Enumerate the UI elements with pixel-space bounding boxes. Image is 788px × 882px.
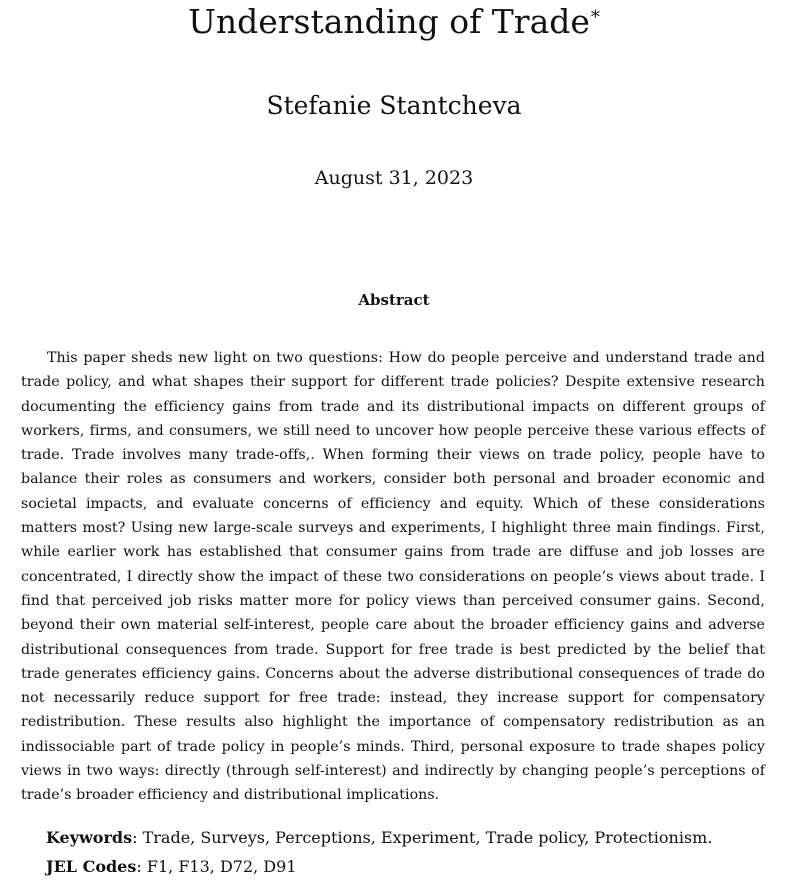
jel-codes-label: JEL Codes [46, 857, 137, 876]
jel-codes-value: F1, F13, D72, D91 [146, 857, 297, 876]
title-footnote-mark[interactable]: * [590, 7, 600, 28]
paper-title [0, 0, 788, 46]
jel-codes-line [46, 855, 297, 879]
abstract-heading: Abstract [358, 291, 430, 309]
publication-date: August 31, 2023 [314, 167, 474, 189]
keywords-separator: : [132, 828, 138, 847]
paper-title-text: Understanding of Trade [188, 2, 590, 41]
keywords-value: Trade, Surveys, Perceptions, Experiment, Trade policy, Protectionism. [142, 828, 713, 847]
author-name: Stefanie Stantcheva [266, 91, 522, 120]
abstract-body: This paper sheds new light on two questions: How do people perceive and understand trade and trade policy, and what shapes their support for different trade policies? Despite extensive research documenting the efficiency gains from trade and its distributional impacts on different groups of workers, firms, and consumers, we still need to uncover how people perceive these various effects of trade. Trade involves many trade-offs,. When forming their views on trade policy, people have to balance their roles as consumers and workers, consider both personal and broader economic and societal impacts, and evaluate concerns of efficiency and equity. Which of these considerations matters most? Using new large-scale surveys and experiments, I highlight three main findings. First, while earlier work has established that consumer gains from trade are diffuse and job losses are concentrated, I directly show the impact of these two considerations on people’s views about trade. I find that perceived job risks matter more for policy views than perceived consumer gains. Second, beyond their own material self-interest, people care about the broader efficiency gains and adverse distributional consequences from trade. Support for free trade is best predicted by the belief that trade generates efficiency gains. Concerns about the adverse distributional consequences of trade do not necessarily reduce support for free trade: instead, they increase support for compensatory redistribution. These results also highlight the importance of compensatory redistribution as an indissociable part of trade policy in people’s minds. Third, personal exposure to trade shapes policy views in two ways: directly (through self-interest) and indirectly by changing people’s perceptions of trade’s broader efficiency and distributional implications. [21, 350, 765, 804]
jel-codes-separator: : [136, 857, 142, 876]
keywords-label: Keywords [46, 828, 133, 847]
keywords-line [46, 826, 712, 850]
